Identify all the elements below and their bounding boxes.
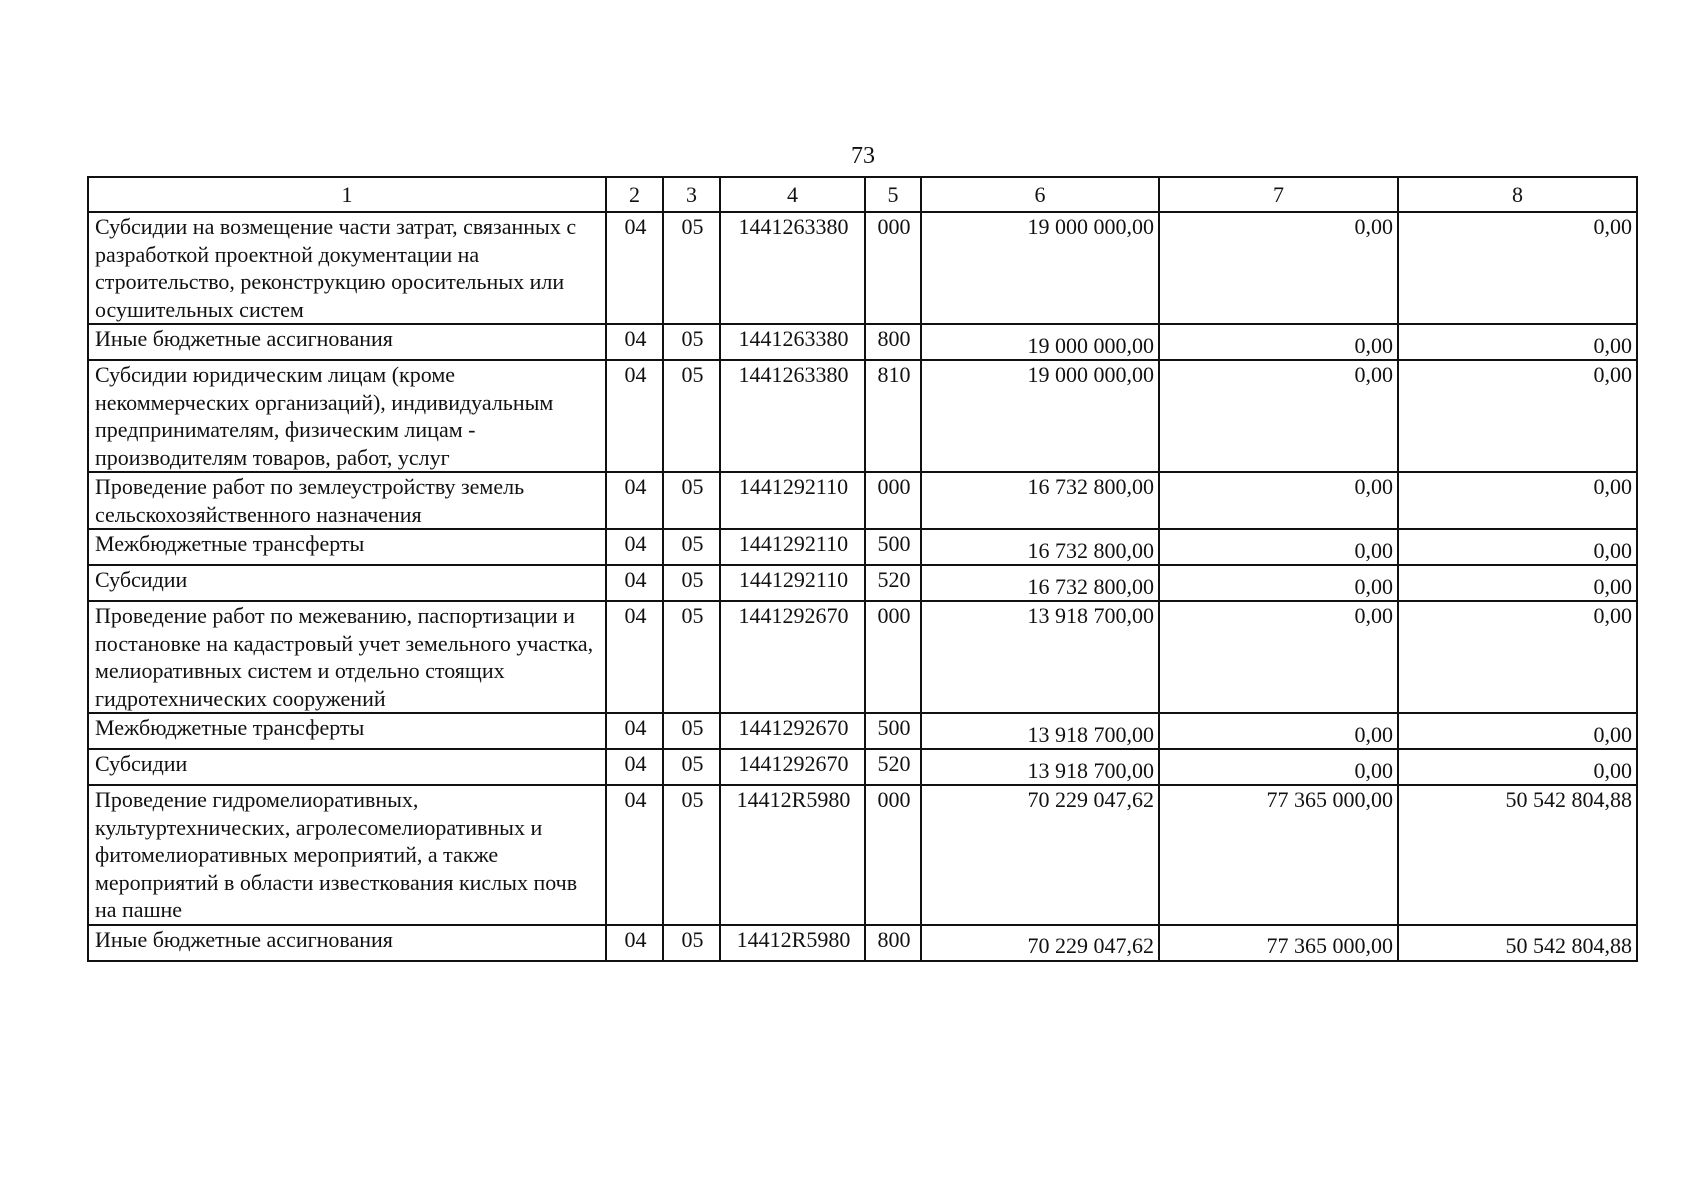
row-amount-6: 13 918 700,00 [921, 749, 1159, 785]
row-name: Межбюджетные трансферты [88, 713, 606, 749]
row-subsection: 05 [663, 749, 720, 785]
row-section: 04 [606, 324, 663, 360]
row-amount-7: 0,00 [1159, 472, 1398, 529]
row-subsection: 05 [663, 529, 720, 565]
row-expense-type: 520 [865, 749, 921, 785]
table-row [88, 324, 1637, 360]
row-amount-6: 70 229 047,62 [921, 785, 1159, 925]
row-amount-6: 16 732 800,00 [921, 472, 1159, 529]
row-name: Субсидии [88, 749, 606, 785]
row-amount-7: 0,00 [1159, 565, 1398, 601]
header-col-1: 1 [88, 177, 606, 212]
row-expense-type: 800 [865, 925, 921, 961]
table-row [88, 749, 1637, 785]
row-amount-8: 0,00 [1398, 472, 1637, 529]
row-expense-type: 520 [865, 565, 921, 601]
row-section: 04 [606, 212, 663, 324]
budget-table [87, 176, 1638, 962]
row-amount-8: 0,00 [1398, 324, 1637, 360]
row-expense-type: 800 [865, 324, 921, 360]
row-target-code: 1441263380 [720, 324, 865, 360]
row-section: 04 [606, 785, 663, 925]
row-section: 04 [606, 601, 663, 713]
row-target-code: 1441263380 [720, 212, 865, 324]
row-amount-8: 0,00 [1398, 749, 1637, 785]
header-col-5: 5 [865, 177, 921, 212]
row-amount-6: 19 000 000,00 [921, 360, 1159, 472]
row-subsection: 05 [663, 925, 720, 961]
row-amount-6: 70 229 047,62 [921, 925, 1159, 961]
row-amount-6: 19 000 000,00 [921, 212, 1159, 324]
table-row [88, 360, 1637, 472]
header-col-6: 6 [921, 177, 1159, 212]
row-amount-7: 0,00 [1159, 212, 1398, 324]
row-subsection: 05 [663, 472, 720, 529]
row-target-code: 14412R5980 [720, 785, 865, 925]
row-subsection: 05 [663, 713, 720, 749]
row-target-code: 1441292670 [720, 749, 865, 785]
row-target-code: 1441292110 [720, 472, 865, 529]
row-expense-type: 500 [865, 713, 921, 749]
row-name: Межбюджетные трансферты [88, 529, 606, 565]
row-expense-type: 810 [865, 360, 921, 472]
table-row [88, 925, 1637, 961]
row-target-code: 1441292110 [720, 565, 865, 601]
row-section: 04 [606, 565, 663, 601]
row-target-code: 1441263380 [720, 360, 865, 472]
row-expense-type: 500 [865, 529, 921, 565]
row-section: 04 [606, 360, 663, 472]
row-amount-7: 0,00 [1159, 713, 1398, 749]
header-col-3: 3 [663, 177, 720, 212]
row-amount-8: 50 542 804,88 [1398, 785, 1637, 925]
row-subsection: 05 [663, 324, 720, 360]
row-target-code: 1441292670 [720, 601, 865, 713]
row-amount-7: 0,00 [1159, 324, 1398, 360]
row-target-code: 1441292110 [720, 529, 865, 565]
header-col-4: 4 [720, 177, 865, 212]
row-section: 04 [606, 925, 663, 961]
row-subsection: 05 [663, 565, 720, 601]
row-expense-type: 000 [865, 601, 921, 713]
row-section: 04 [606, 472, 663, 529]
table-row [88, 785, 1637, 925]
row-amount-8: 0,00 [1398, 360, 1637, 472]
row-target-code: 1441292670 [720, 713, 865, 749]
row-amount-8: 50 542 804,88 [1398, 925, 1637, 961]
row-amount-6: 13 918 700,00 [921, 713, 1159, 749]
page-number: 73 [851, 143, 875, 169]
row-amount-8: 0,00 [1398, 529, 1637, 565]
row-expense-type: 000 [865, 785, 921, 925]
row-subsection: 05 [663, 212, 720, 324]
table-row [88, 601, 1637, 713]
row-name: Иные бюджетные ассигнования [88, 925, 606, 961]
row-expense-type: 000 [865, 212, 921, 324]
row-section: 04 [606, 749, 663, 785]
row-amount-6: 16 732 800,00 [921, 565, 1159, 601]
table-row [88, 565, 1637, 601]
header-col-8: 8 [1398, 177, 1637, 212]
row-amount-7: 77 365 000,00 [1159, 785, 1398, 925]
row-name: Субсидии на возмещение части затрат, связанных с разработкой проектной документации на строительство, реконструкцию оросительных или осушительных систем [88, 212, 606, 324]
row-amount-7: 0,00 [1159, 529, 1398, 565]
row-amount-6: 13 918 700,00 [921, 601, 1159, 713]
row-expense-type: 000 [865, 472, 921, 529]
table-row [88, 212, 1637, 324]
row-subsection: 05 [663, 601, 720, 713]
row-name: Иные бюджетные ассигнования [88, 324, 606, 360]
table-row [88, 529, 1637, 565]
row-name: Субсидии юридическим лицам (кроме некоммерческих организаций), индивидуальным предпринимателям, физическим лицам - производителям товаров, работ, услуг [88, 360, 606, 472]
row-amount-7: 77 365 000,00 [1159, 925, 1398, 961]
row-subsection: 05 [663, 785, 720, 925]
header-row [88, 177, 1637, 212]
row-amount-6: 19 000 000,00 [921, 324, 1159, 360]
row-name: Проведение работ по землеустройству земель сельскохозяйственного назначения [88, 472, 606, 529]
row-name: Проведение работ по межеванию, паспортизации и постановке на кадастровый учет земельного участка, мелиоративных систем и отдельно стоящих гидротехнических сооружений [88, 601, 606, 713]
row-target-code: 14412R5980 [720, 925, 865, 961]
header-col-2: 2 [606, 177, 663, 212]
row-name: Субсидии [88, 565, 606, 601]
header-col-7: 7 [1159, 177, 1398, 212]
row-amount-8: 0,00 [1398, 565, 1637, 601]
table-row [88, 713, 1637, 749]
row-amount-8: 0,00 [1398, 212, 1637, 324]
row-amount-6: 16 732 800,00 [921, 529, 1159, 565]
row-amount-8: 0,00 [1398, 601, 1637, 713]
row-name: Проведение гидромелиоративных, культуртехнических, агролесомелиоративных и фитомелиоративных мероприятий, а также мероприятий в области известкования кислых почв на пашне [88, 785, 606, 925]
table-row [88, 472, 1637, 529]
row-amount-7: 0,00 [1159, 749, 1398, 785]
row-subsection: 05 [663, 360, 720, 472]
row-section: 04 [606, 713, 663, 749]
row-section: 04 [606, 529, 663, 565]
row-amount-7: 0,00 [1159, 601, 1398, 713]
row-amount-7: 0,00 [1159, 360, 1398, 472]
row-amount-8: 0,00 [1398, 713, 1637, 749]
